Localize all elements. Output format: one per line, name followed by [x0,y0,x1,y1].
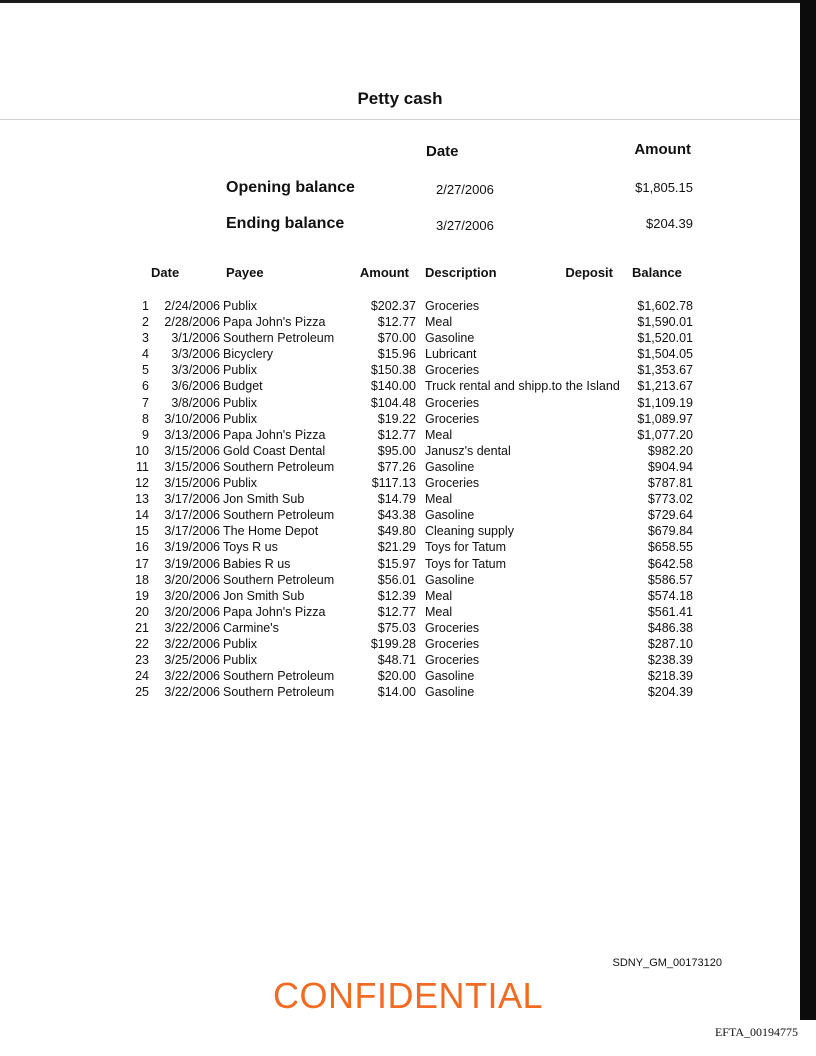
row-description: Meal [425,604,453,619]
row-date: 3/6/2006 [171,379,220,394]
document-id: SDNY_GM_00173120 [612,957,722,969]
row-description: Meal [425,315,453,330]
row-balance: $1,353.67 [637,363,693,378]
table-row [0,362,800,378]
row-payee: Southern Petroleum [223,331,335,346]
row-payee: Publix [223,476,258,491]
table-row [0,507,800,523]
row-number: 17 [135,556,149,571]
row-number: 24 [135,669,149,684]
row-payee: Papa John's Pizza [223,427,326,442]
row-amount: $20.00 [377,669,416,684]
confidential-stamp: CONFIDENTIAL [272,975,544,1016]
table-row [0,620,800,636]
row-amount: $15.97 [377,556,416,571]
scan-edge-right [800,0,816,1020]
row-amount: $56.01 [377,572,416,587]
row-balance: $982.20 [647,443,693,458]
table-row [0,475,800,491]
row-number: 2 [142,315,149,330]
row-balance: $287.10 [647,636,693,651]
row-amount: $49.80 [377,524,416,539]
scan-edge-top [0,0,816,3]
row-number: 7 [142,395,149,410]
row-amount: $15.96 [377,347,416,362]
row-number: 16 [135,540,149,555]
row-balance: $904.94 [647,459,693,474]
row-date: 3/15/2006 [164,476,220,491]
table-row [0,491,800,507]
row-payee: Southern Petroleum [223,459,335,474]
row-description: Groceries [425,411,480,426]
row-number: 14 [135,508,149,523]
row-description: Meal [425,492,453,507]
row-balance: $1,590.01 [637,315,693,330]
col-header-payee: Payee [226,265,264,280]
row-number: 9 [142,427,149,442]
row-payee: The Home Depot [223,524,319,539]
row-description: Toys for Tatum [425,556,507,571]
table-row [0,427,800,443]
row-payee: Southern Petroleum [223,572,335,587]
table-row [0,539,800,555]
table-row [0,636,800,652]
row-amount: $199.28 [370,636,416,651]
table-row [0,459,800,475]
row-amount: $48.71 [377,653,416,668]
row-description: Meal [425,427,453,442]
row-amount: $12.77 [377,427,416,442]
row-payee: Publix [223,299,258,313]
row-description: Groceries [425,476,480,491]
summary-date-header: Date [426,143,459,160]
row-payee: Publix [223,363,258,378]
row-number: 10 [135,443,149,458]
row-payee: Publix [223,411,258,426]
row-balance: $1,109.19 [637,395,693,410]
opening-balance-amount: $1,805.15 [635,180,693,195]
header-rule [0,119,800,120]
table-row [0,411,800,427]
row-amount: $12.77 [377,604,416,619]
row-balance: $642.58 [647,556,693,571]
row-description: Groceries [425,363,480,378]
row-amount: $104.48 [370,395,416,410]
table-row [0,298,800,314]
row-balance: $238.39 [647,653,693,668]
row-balance: $1,602.78 [637,299,693,313]
row-description: Groceries [425,395,480,410]
row-amount: $14.00 [377,685,416,700]
row-date: 3/17/2006 [164,524,220,539]
row-amount: $14.79 [377,492,416,507]
table-row [0,588,800,604]
row-payee: Gold Coast Dental [223,443,326,458]
table-row [0,346,800,362]
ending-balance-label: Ending balance [226,215,345,232]
row-date: 3/22/2006 [164,685,220,700]
row-description: Gasoline [425,572,475,587]
row-date: 3/10/2006 [164,411,220,426]
row-number: 5 [142,363,149,378]
row-payee: Babies R us [223,556,291,571]
row-balance: $1,089.97 [637,411,693,426]
ending-balance-date: 3/27/2006 [436,218,494,233]
col-header-amount: Amount [359,265,409,280]
bates-number: EFTA_00194775 [714,1025,798,1039]
row-amount: $202.37 [370,299,416,313]
row-number: 23 [135,653,149,668]
table-row [0,395,800,411]
row-payee: Publix [223,653,258,668]
row-date: 3/22/2006 [164,620,220,635]
row-description: Gasoline [425,331,475,346]
table-row [0,314,800,330]
row-number: 12 [135,476,149,491]
table-row [0,668,800,684]
opening-balance-label: Opening balance [226,179,355,196]
ending-balance-amount: $204.39 [646,216,693,231]
row-description: Gasoline [425,508,475,523]
row-amount: $150.38 [370,363,416,378]
row-description: Truck rental and shipp.to the Island [425,379,620,394]
row-balance: $729.64 [647,508,693,523]
row-date: 3/22/2006 [164,669,220,684]
row-payee: Papa John's Pizza [223,604,326,619]
opening-balance-date: 2/27/2006 [436,182,494,197]
row-number: 25 [135,685,149,700]
row-date: 3/20/2006 [164,572,220,587]
row-number: 11 [136,459,149,474]
row-number: 20 [135,604,149,619]
row-amount: $12.77 [377,315,416,330]
row-balance: $1,504.05 [637,347,693,362]
row-number: 22 [135,636,149,651]
row-description: Meal [425,588,453,603]
row-balance: $204.39 [647,685,693,700]
table-row [0,330,800,346]
row-payee: Bicyclery [223,347,274,362]
row-date: 2/24/2006 [164,299,220,313]
row-amount: $75.03 [377,620,416,635]
row-number: 13 [135,492,149,507]
table-row [0,556,800,572]
row-balance: $679.84 [647,524,693,539]
row-amount: $95.00 [377,443,416,458]
row-balance: $773.02 [647,492,693,507]
row-number: 19 [135,588,149,603]
row-amount: $70.00 [377,331,416,346]
row-amount: $43.38 [377,508,416,523]
row-description: Groceries [425,653,480,668]
table-row [0,378,800,394]
table-row [0,572,800,588]
table-row [0,604,800,620]
row-amount: $21.29 [377,540,416,555]
row-number: 1 [142,299,149,313]
row-date: 3/8/2006 [171,395,220,410]
row-date: 3/15/2006 [164,443,220,458]
row-description: Groceries [425,620,480,635]
row-payee: Papa John's Pizza [223,315,326,330]
col-header-deposit: Deposit [565,265,613,280]
row-date: 3/20/2006 [164,588,220,603]
row-balance: $1,077.20 [637,427,693,442]
table-row [0,443,800,459]
row-date: 3/17/2006 [164,492,220,507]
row-balance: $1,520.01 [637,331,693,346]
row-payee: Toys R us [223,540,278,555]
col-header-date: Date [151,265,180,280]
row-payee: Southern Petroleum [223,669,335,684]
row-description: Groceries [425,636,480,651]
row-balance: $658.55 [647,540,693,555]
row-number: 6 [142,379,149,394]
row-payee: Jon Smith Sub [223,492,305,507]
row-date: 3/19/2006 [164,540,220,555]
row-payee: Carmine's [223,620,279,635]
row-balance: $574.18 [647,588,693,603]
row-amount: $19.22 [377,411,416,426]
row-payee: Southern Petroleum [223,508,335,523]
row-date: 3/15/2006 [164,459,220,474]
row-description: Groceries [425,299,480,313]
row-date: 3/25/2006 [164,653,220,668]
row-date: 3/3/2006 [171,363,220,378]
row-number: 8 [142,411,149,426]
row-date: 3/17/2006 [164,508,220,523]
row-description: Janusz's dental [425,443,511,458]
row-description: Gasoline [425,669,475,684]
row-payee: Publix [223,636,258,651]
row-balance: $218.39 [647,669,693,684]
row-description: Gasoline [425,685,475,700]
summary-amount-header: Amount [634,141,691,158]
row-number: 21 [135,620,149,635]
row-amount: $117.13 [371,476,416,491]
page-title: Petty cash [357,89,443,108]
row-description: Cleaning supply [425,524,514,539]
row-date: 3/20/2006 [164,604,220,619]
row-balance: $486.38 [647,620,693,635]
row-number: 4 [142,347,149,362]
row-amount: $77.26 [377,459,416,474]
table-row [0,684,800,700]
ledger-table [0,298,800,700]
row-date: 3/1/2006 [171,331,220,346]
row-date: 3/13/2006 [164,427,220,442]
row-number: 3 [142,331,149,346]
col-header-description: Description [425,265,497,280]
row-balance: $787.81 [647,476,693,491]
row-payee: Southern Petroleum [223,685,335,700]
row-payee: Budget [223,379,263,394]
row-description: Toys for Tatum [425,540,507,555]
row-balance: $561.41 [647,604,693,619]
row-description: Gasoline [425,459,475,474]
table-row [0,523,800,539]
row-payee: Publix [223,395,258,410]
row-number: 15 [135,524,149,539]
row-date: 3/19/2006 [164,556,220,571]
col-header-balance: Balance [632,265,682,280]
row-date: 2/28/2006 [164,315,220,330]
row-balance: $586.57 [647,572,693,587]
row-date: 3/22/2006 [164,636,220,651]
row-date: 3/3/2006 [171,347,220,362]
table-row [0,652,800,668]
row-amount: $140.00 [370,379,416,394]
row-amount: $12.39 [377,588,416,603]
row-number: 18 [135,572,149,587]
row-payee: Jon Smith Sub [223,588,305,603]
row-description: Lubricant [425,347,477,362]
row-balance: $1,213.67 [637,379,693,394]
